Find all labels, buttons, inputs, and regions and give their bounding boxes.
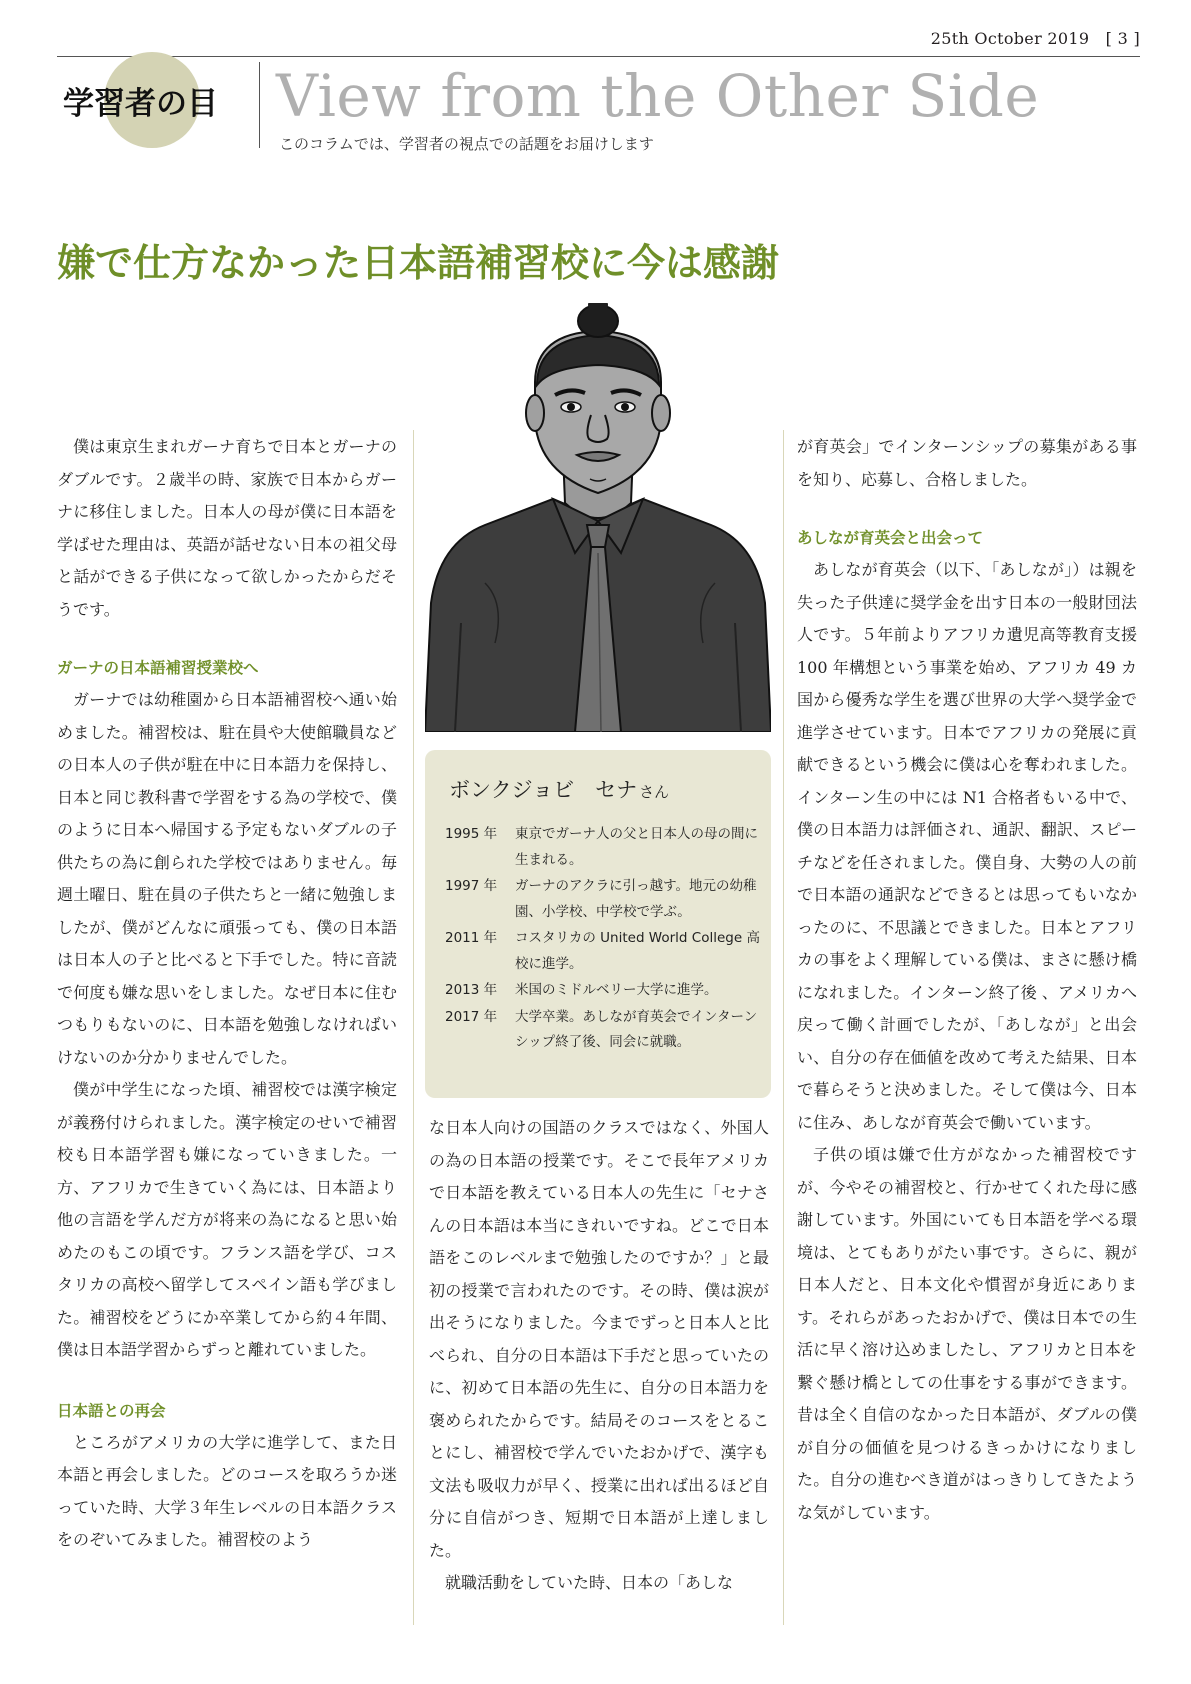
timeline-item: 1995 年 東京でガーナ人の父と日本人の母の間に生まれる。 <box>445 826 758 868</box>
timeline-item: 2011 年 コスタリカの United World College 高校に進学。 <box>445 930 760 972</box>
section-heading: あしなが育英会と出会って <box>797 529 984 547</box>
issue-date-and-page: 25th October 2019 [ 3 ] <box>930 29 1140 48</box>
paragraph: 僕は東京生まれガーナ育ちで日本とガーナのダブルです。２歳半の時、家族で日本からガーナに移住しました。日本人の母が僕に日本語を学ばせた理由は、英語が話せない日本の祖父母と話ができる子供になって欲しかったからだそうです。 <box>57 437 397 619</box>
profile-box <box>425 750 771 1098</box>
timeline-item: 2013 年 米国のミドルベリー大学に進学。 <box>445 982 718 998</box>
paragraph: あしなが育英会（以下、「あしなが」）は親を失った子供達に奨学金を出す日本の一般財団法人です。５年前よりアフリカ遺児高等教育支援 100 年構想という事業を始め、アフリカ 49 カ国から優秀な学生を選び世界の大学へ奨学金で進学させています。日本でアフリカの発展に貢献できるという機会に僕は心を奪われました。インターン生の中には N1 合格者もいる中で、僕の日本語力は評価され、通訳、翻訳、スピーチなどを任されました。僕自身、大勢の人の前で日本語の通訳などできるとは思ってもいなかったのに、不思議とできました。日本とアフリカの事をよく理解している僕は、まさに懸け橋になれました。インターン終了後 、アメリカへ戻って働く計画でしたが、「あしなが」と出会い、自分の存在価値を改めて考えた結果、日本で暮らそうと決めました。そして僕は今、日本に住み、あしなが育英会で働いています。 <box>797 560 1137 1132</box>
portrait-illustration <box>425 303 771 732</box>
header-rule <box>57 56 1140 57</box>
paragraph: 僕が中学生になった頃、補習校では漢字検定が義務付けられました。漢字検定のせいで補習校も日本語学習も嫌になっていきました。一方、アフリカで生きていく為には、日本語より他の言語を学んだ方が将来の為になると思い始めたのもこの頃です。フランス語を学び、コスタリカの高校へ留学してスペイン語も学びました。補習校をどうにか卒業してから約４年間、僕は日本語学習からずっと離れていました。 <box>57 1080 397 1359</box>
column-name: 学習者の目 <box>63 86 218 122</box>
article-headline: 嫌で仕方なかった日本語補習校に今は感謝 <box>57 241 780 285</box>
article-column-2 <box>429 1112 769 1600</box>
header-divider <box>259 62 260 148</box>
paragraph: ところがアメリカの大学に進学して、また日本語と再会しました。どのコースを取ろうか迷っていた時、大学３年生レベルの日本語クラスをのぞいてみました。補習校のよう <box>57 1432 397 1549</box>
profile-name: ボンクジョビ セナ さん <box>449 778 670 802</box>
section-heading: ガーナの日本語補習授業校へ <box>57 659 259 677</box>
article-column-3 <box>797 431 1137 1529</box>
paragraph: 子供の頃は嫌で仕方がなかった補習校ですが、今やその補習校と、行かせてくれた母に感謝しています。外国にいても日本語を学べる環境は、とてもありがたい事です。さらに、親が日本人だと、日本文化や慣習が身近にあります。それらがあったおかげで、僕は日本での生活に早く溶け込めましたし、アフリカと日本を繋ぐ懸け橋としての仕事をする事ができます。昔は全く自信のなかった日本語が、ダブルの僕が自分の価値を見つけるきっかけになりました。自分の進むべき道がはっきりしてきたような気がしています。 <box>797 1145 1137 1522</box>
article-column-1 <box>57 431 397 1557</box>
column-divider <box>783 430 784 1625</box>
paragraph: ガーナでは幼稚園から日本語補習校へ通い始めました。補習校は、駐在員や大使館職員などの日本人の子供が駐在中に日本語力を保持し、日本と同じ教科書で学習をする為の学校で、僕のように日本へ帰国する予定もないダブルの子供たちの為に創られた学校ではありません。毎週土曜日、駐在員の子供たちと一緒に勉強しましたが、僕がどんなに頑張っても、僕の日本語は日本人の子と比べると下手でした。特に音読で何度も嫌な思いをしました。なぜ日本に住むつもりもないのに、日本語を勉強しなければいけないのか分かりませんでした。 <box>57 690 397 1067</box>
section-heading: 日本語との再会 <box>57 1401 166 1420</box>
paragraph: な日本人向けの国語のクラスではなく、外国人の為の日本語の授業です。そこで長年アメリカで日本語を教えている日本人の先生に「セナさんの日本語は本当にきれいですね。どこで日本語をこのレベルまで勉強したのですか？」と最初の授業で言われたのです。その時、僕は涙が出そうになりました。今までずっと日本人と比べられ、自分の日本語は下手だと思っていたのに、初めて日本語の先生に、自分の日本語力を褒められたからです。結局そのコースをとることにし、補習校で学んでいたおかげで、漢字も文法も吸収力が早く、授業に出れば出るほど自分に自信がつき、短期で日本語が上達しました。 <box>429 1118 769 1560</box>
paragraph: 就職活動をしていた時、日本の「あしな <box>445 1573 734 1592</box>
timeline-item: 1997 年 ガーナのアクラに引っ越す。地元の幼稚園、小学校、中学校で学ぶ。 <box>445 878 757 920</box>
profile-timeline <box>445 822 761 1057</box>
column-subtitle: このコラムでは、学習者の視点での話題をお届けします <box>279 135 654 153</box>
paragraph: が育英会」でインターンシップの募集がある事を知り、応募し、合格しました。 <box>797 437 1137 489</box>
timeline-item: 2017 年 大学卒業。あしなが育英会でインターンシップ終了後、同会に就職。 <box>445 1008 758 1050</box>
column-title: View from the Other Side <box>276 62 1040 130</box>
column-divider <box>413 430 414 1625</box>
